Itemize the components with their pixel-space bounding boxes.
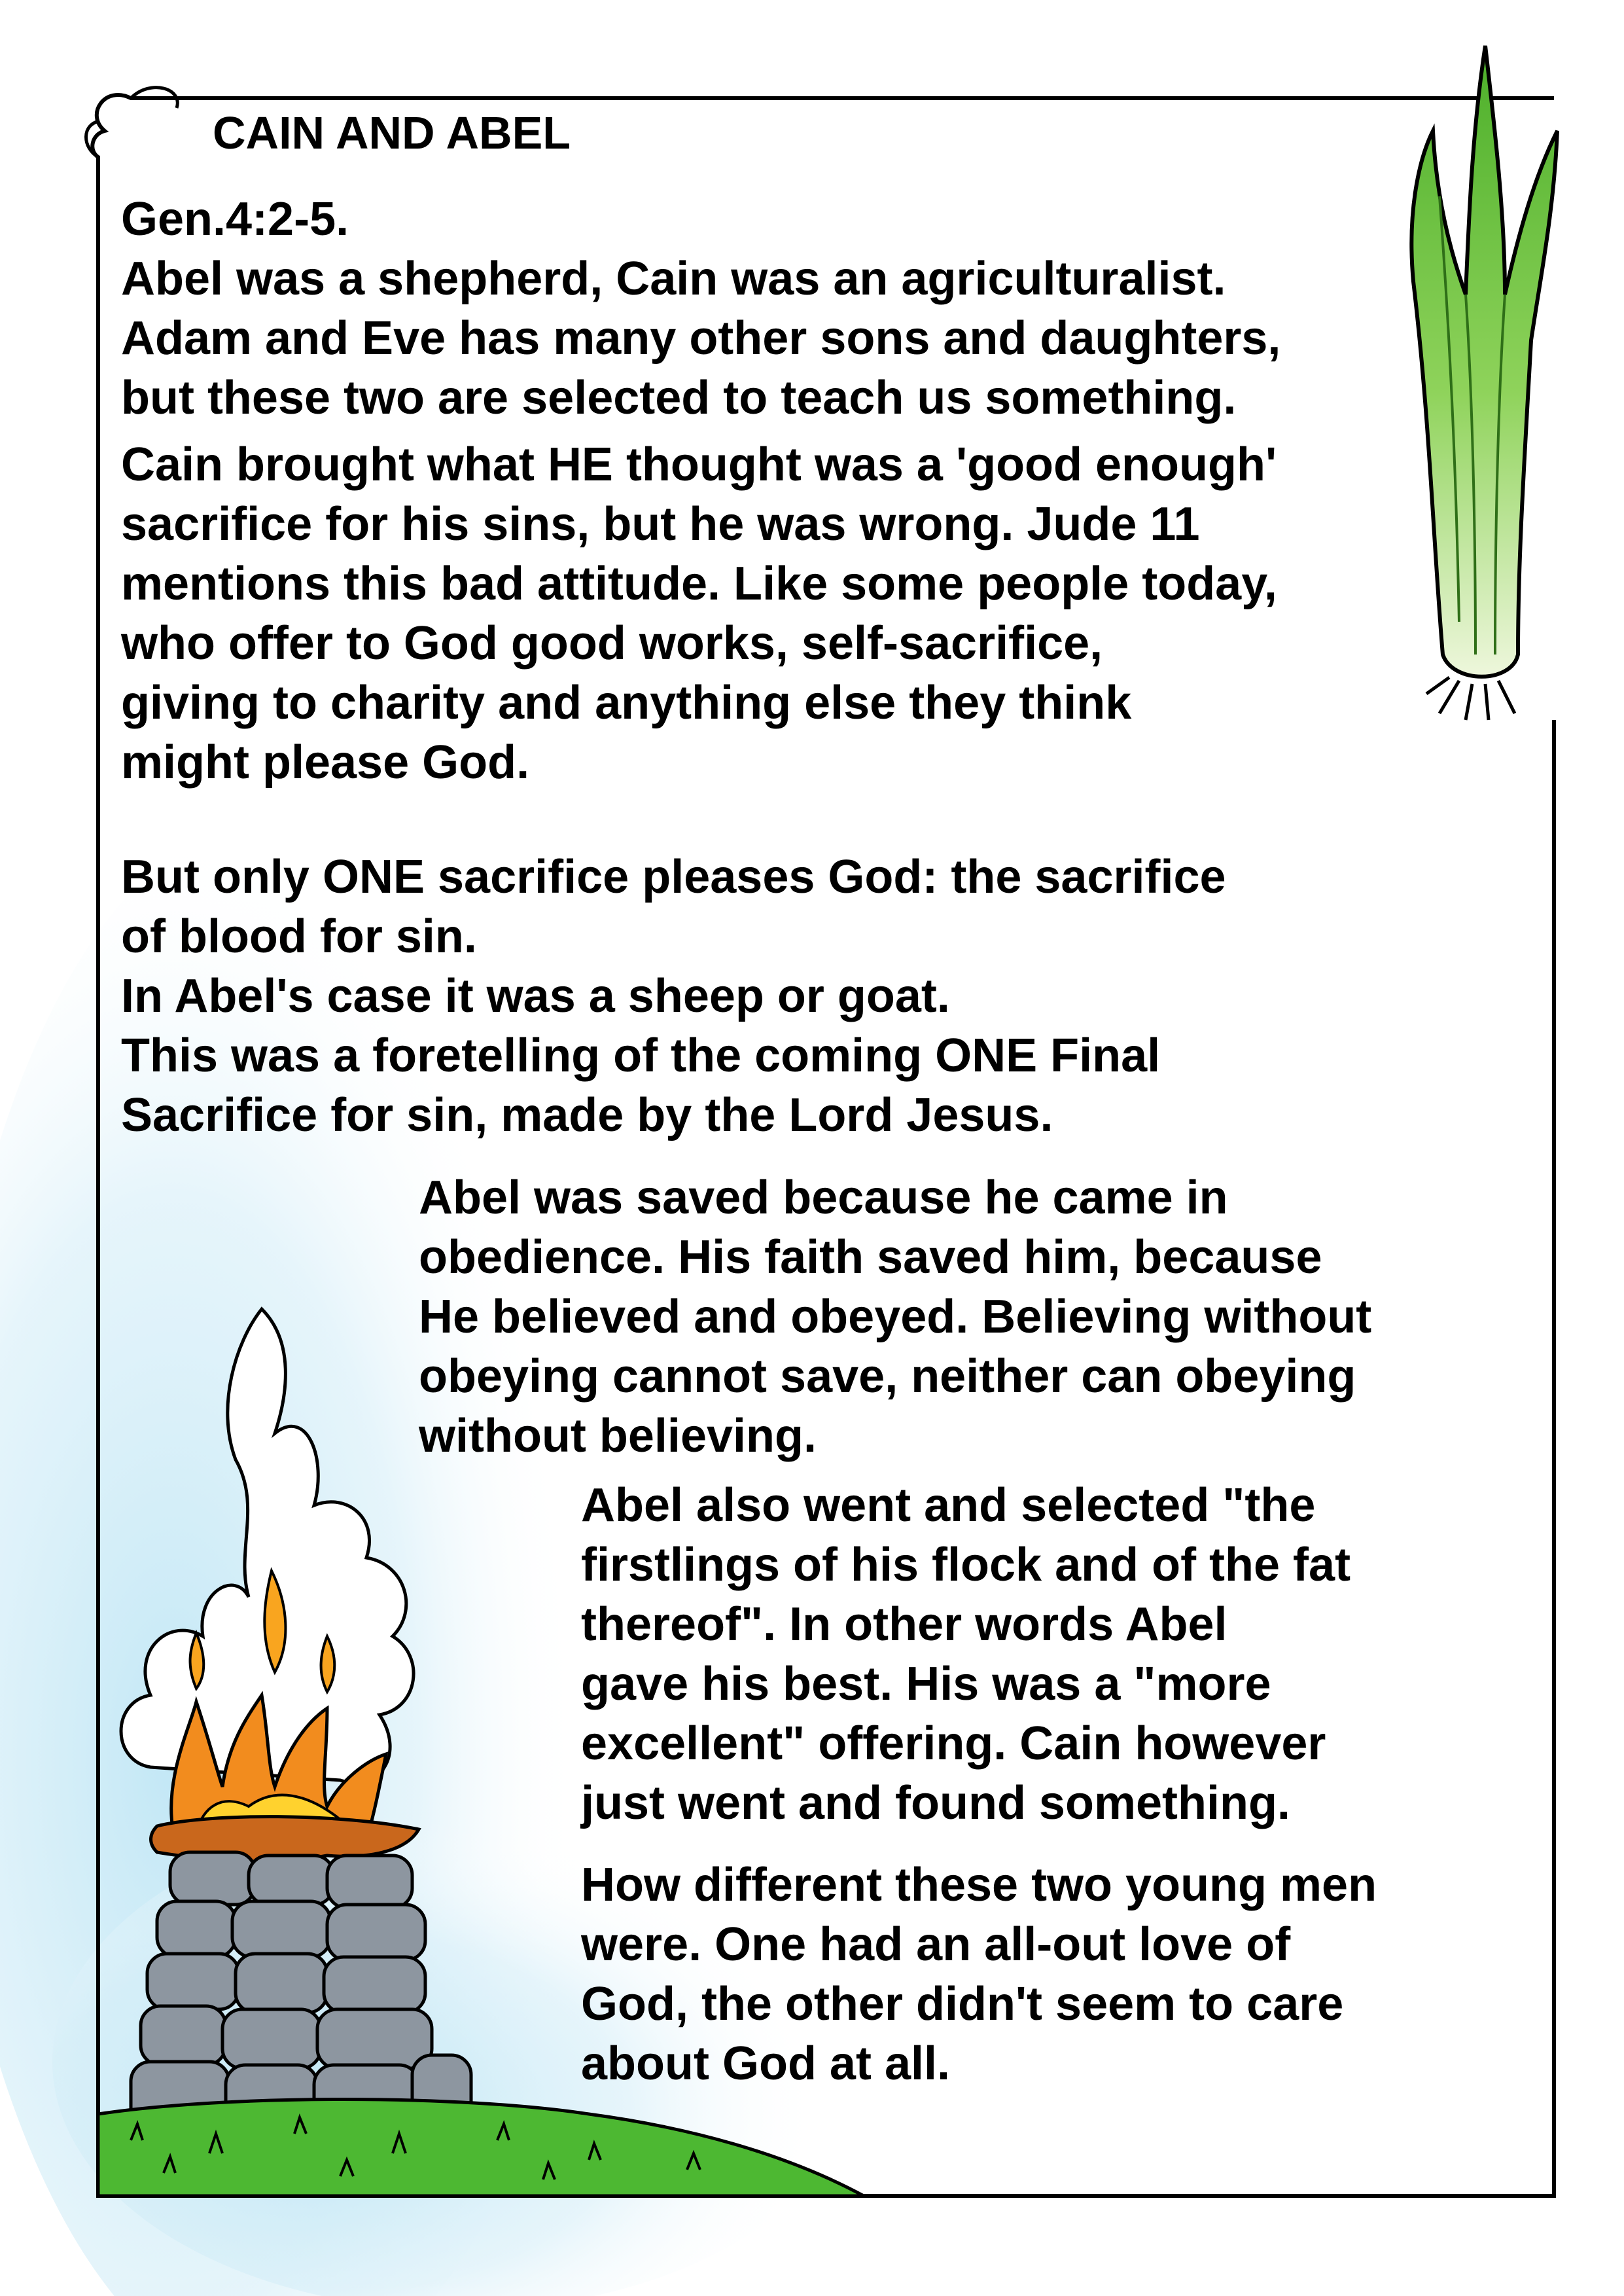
text-line: Gen.4:2-5. <box>121 193 349 245</box>
text-line: obeying cannot save, neither can obeying <box>419 1350 1356 1403</box>
text-line: Abel was saved because he came in <box>419 1172 1228 1224</box>
text-line: thereof". In other words Abel <box>581 1598 1227 1651</box>
text-line: gave his best. His was a "more <box>581 1658 1271 1710</box>
text-line: He believed and obeyed. Believing without <box>419 1291 1372 1343</box>
paragraph-intro <box>121 190 1280 428</box>
text-line: This was a foretelling of the coming ONE Final <box>121 1030 1161 1082</box>
text-line: who offer to God good works, self-sacrifice, <box>121 617 1103 670</box>
text-line: just went and found something. <box>581 1777 1290 1829</box>
text-line: Adam and Eve has many other sons and daughters, <box>121 312 1281 365</box>
text-line: How different these two young men <box>581 1859 1377 1911</box>
text-line: about God at all. <box>581 2037 951 2090</box>
text-line: without believing. <box>419 1410 817 1462</box>
text-line: firstlings of his flock and of the fat <box>581 1539 1351 1591</box>
paragraph-cain-sacrifice <box>121 435 1277 793</box>
text-line: obedience. His faith saved him, because <box>419 1231 1322 1283</box>
text-line: mentions this bad attitude. Like some people today, <box>121 558 1277 610</box>
paragraph-conclusion <box>581 1856 1377 2094</box>
text-line: but these two are selected to teach us something. <box>121 372 1237 424</box>
paragraph-abel-best <box>581 1476 1350 1833</box>
text-line: Cain brought what HE thought was a 'good enough' <box>121 439 1277 491</box>
paragraph-abel-saved <box>419 1168 1371 1466</box>
text-line: of blood for sin. <box>121 910 477 963</box>
text-line: might please God. <box>121 736 530 789</box>
paragraph-one-sacrifice <box>121 848 1226 1145</box>
text-line: were. One had an all-out love of <box>581 1918 1291 1971</box>
text-line: Sacrifice for sin, made by the Lord Jesus. <box>121 1089 1053 1141</box>
text-line: sacrifice for his sins, but he was wrong. Jude 11 <box>121 498 1200 550</box>
text-line: But only ONE sacrifice pleases God: the sacrifice <box>121 851 1226 903</box>
page-title: CAIN AND ABEL <box>213 107 571 158</box>
text-line: God, the other didn't seem to care <box>581 1978 1344 2030</box>
text-line: excellent" offering. Cain however <box>581 1717 1326 1770</box>
text-line: In Abel's case it was a sheep or goat. <box>121 970 950 1022</box>
text-line: Abel was a shepherd, Cain was an agriculturalist. <box>121 253 1226 305</box>
text-line: Abel also went and selected "the <box>581 1479 1316 1532</box>
text-line: giving to charity and anything else they think <box>121 677 1132 729</box>
